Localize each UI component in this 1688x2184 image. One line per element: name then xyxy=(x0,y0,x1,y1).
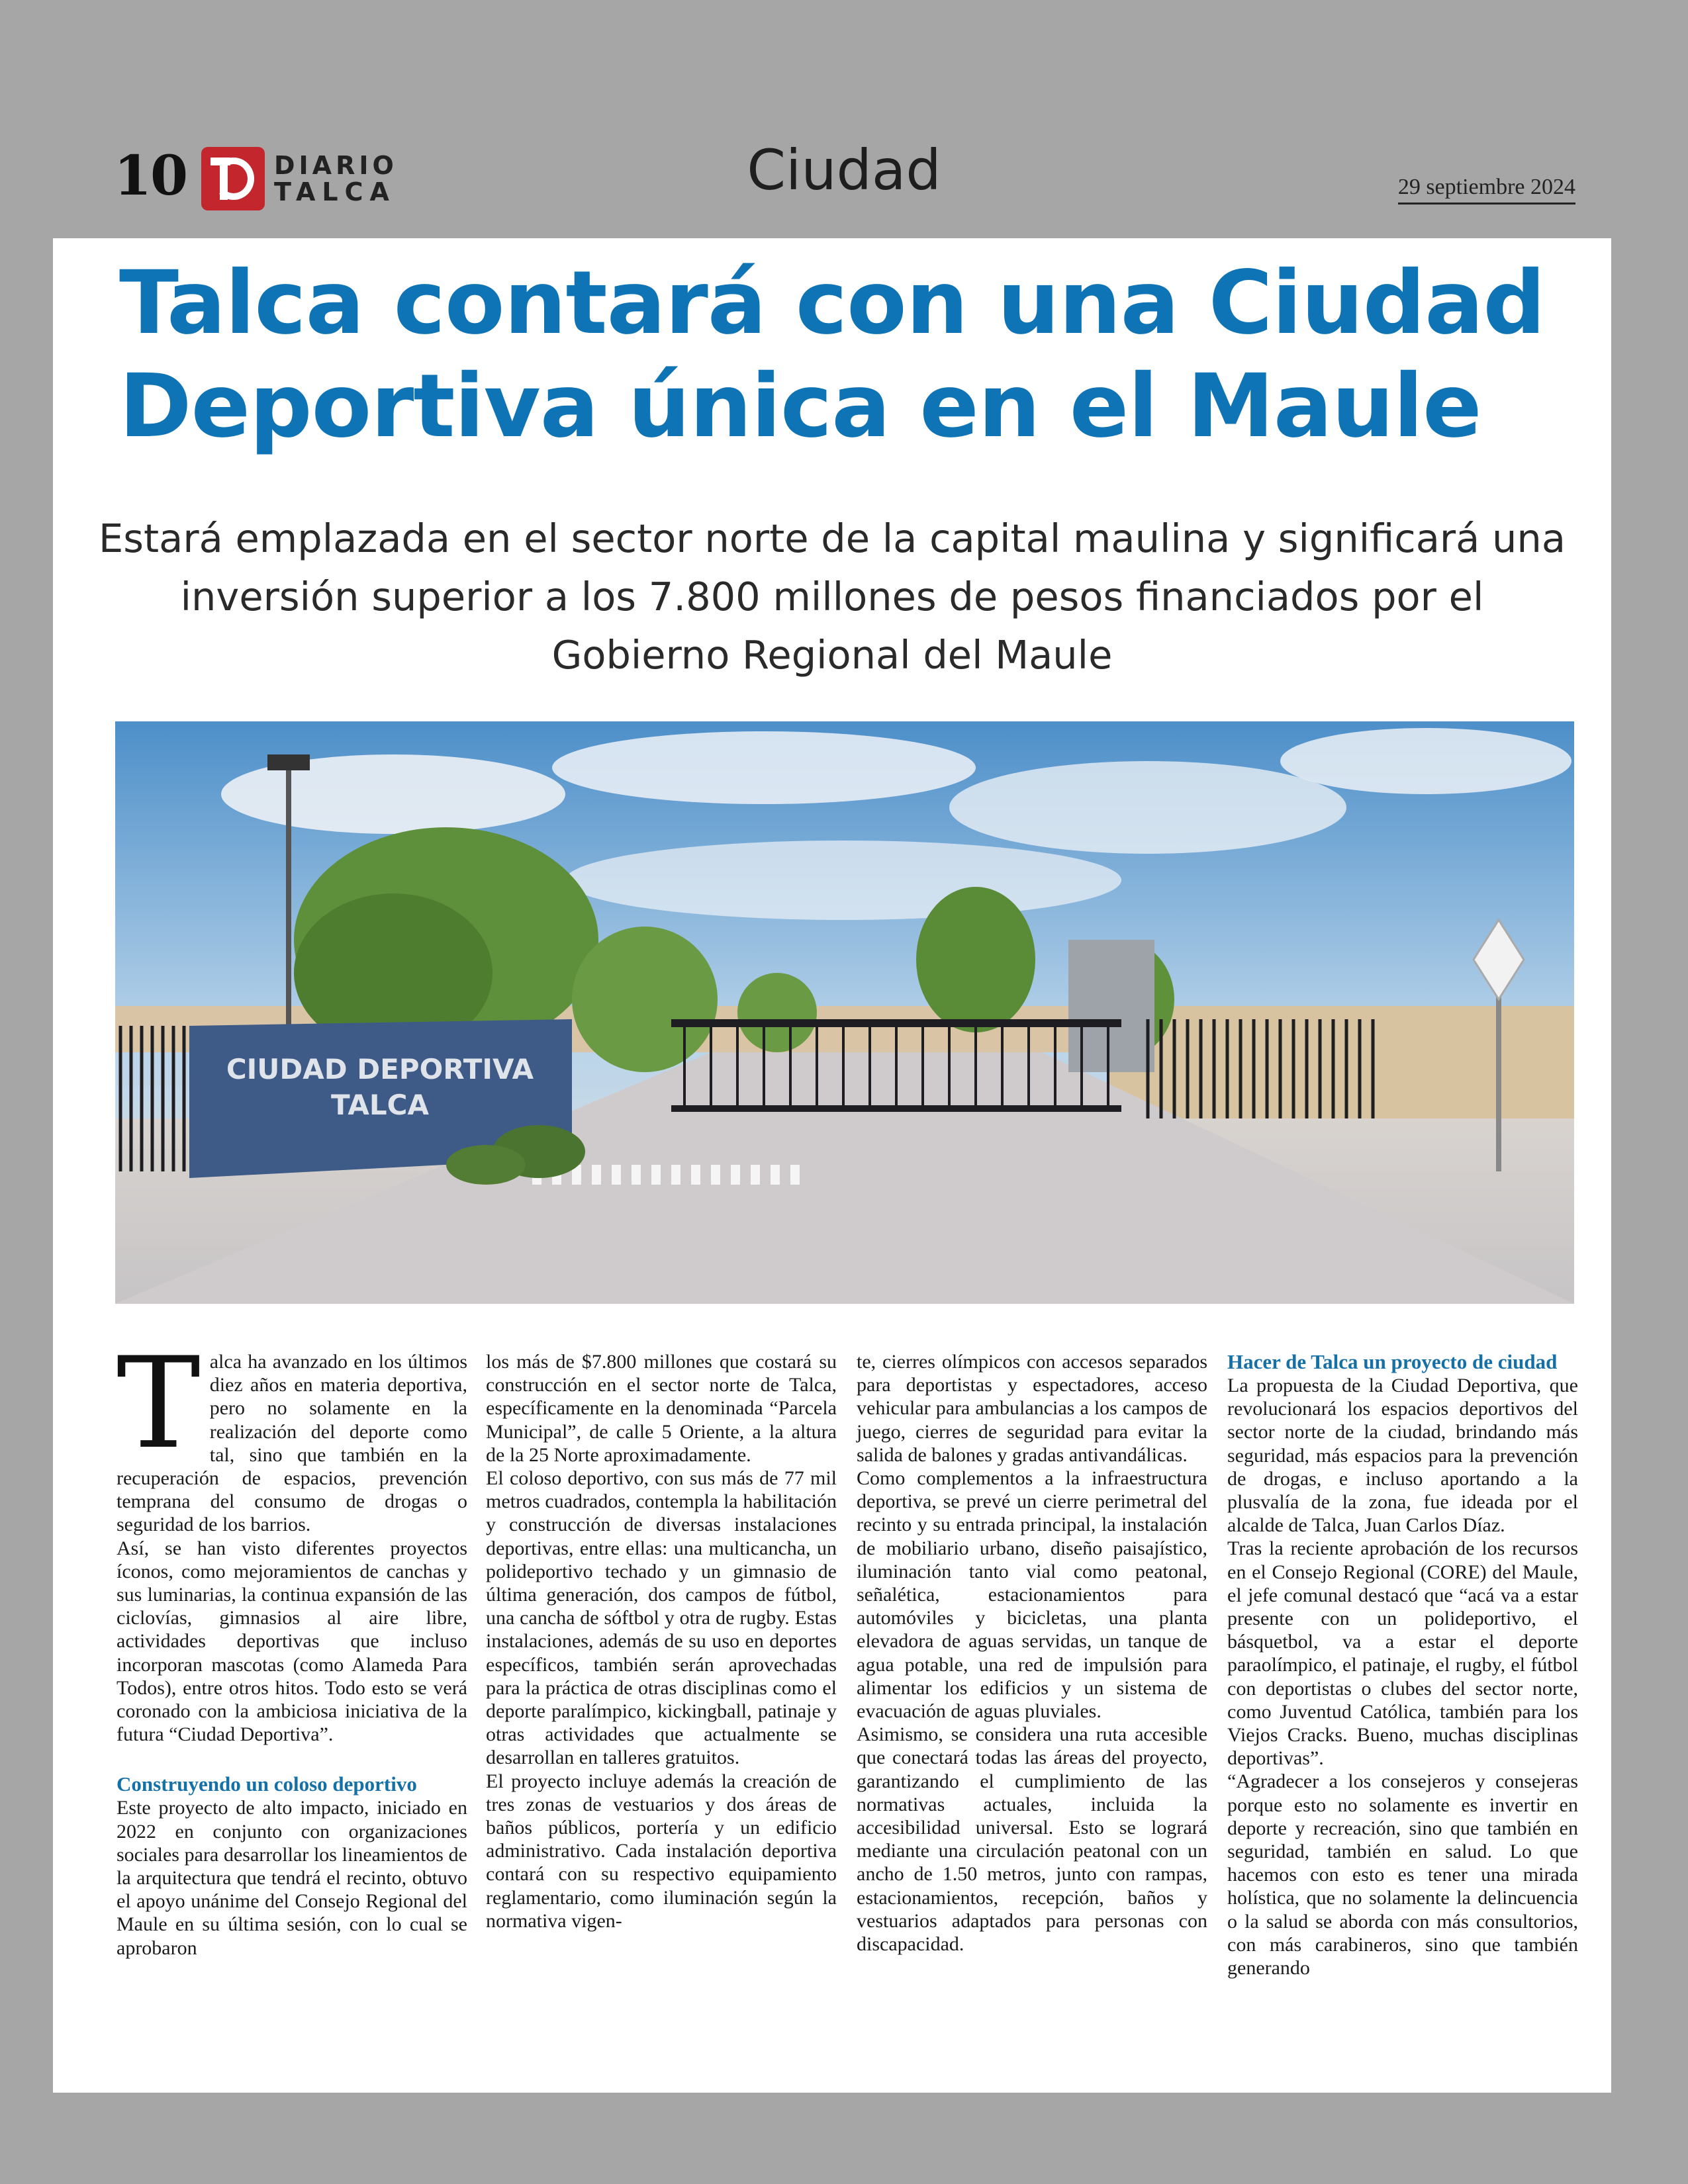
logo-line-1: DIARIO xyxy=(274,151,398,180)
paragraph: El coloso deportivo, con sus más de 77 mil metros cuadrados, contempla la habilitación y construcción de diversas instalaciones deportivas, entre ellas: una multicancha, un polideportivo techado y un gimnasio de última generación, dos campos de fútbol, una cancha de sóftbol y otra de rugby. Estas instalaciones, además de su uso en deportes específicos, también serán aprovechadas para la práctica de otras disciplinas como el deporte paralímpico, kickingball, patinaje y otras actividades que actualmente se desarrollan en talleres gratuitos. xyxy=(486,1467,837,1769)
paragraph: “Agradecer a los consejeros y consejeras porque esto no solamente es invertir en deporte y recreación, sino que también en seguridad, también en salud. Lo que hacemos con esto es tener una mirada holística, que no solamente la delincuencia o la salud se aborda con más consultorios, con más carabineros, sino que también generando xyxy=(1227,1770,1578,1979)
project-rendering-photo xyxy=(115,721,1574,1304)
article-page xyxy=(53,238,1611,2093)
page-number: 10 xyxy=(114,144,187,208)
paragraph: Así, se han visto diferentes proyectos íconos, como mejoramientos de canchas y sus luminarias, la continua expansión de las ciclovías, gimnasios al aire libre, actividades deportivas que incluso incorporan mascotas (como Alameda Para Todos), entre otros hitos. Todo esto se verá coronado con la ambiciosa iniciativa de la futura “Ciudad Deportiva”. xyxy=(117,1537,467,1746)
paragraph: La propuesta de la Ciudad Deportiva, que revolucionará los espacios deportivos del sector norte de la ciudad, brindando más seguridad, más espacios para la prevención de drogas, e incluso aportando a la plusvalía de la zona, fue ideada por el alcalde de Talca, Juan Carlos Díaz. xyxy=(1227,1375,1578,1537)
paragraph: Asimismo, se considera una ruta accesible que conectará todas las áreas del proyecto, garantizando el cumplimiento de las normativas actuales, incluida la accesibilidad universal. Esto se logrará mediante una circulación peatonal con un ancho de 1.50 metros, junto con rampas, estacionamientos, recepción, baños y vestuarios adaptados para personas con discapacidad. xyxy=(857,1723,1207,1956)
drop-cap: T xyxy=(117,1330,201,1477)
paragraph: Este proyecto de alto impacto, iniciado en 2022 en conjunto con organizaciones sociales para desarrollar los lineamientos de la arquitectura que tendrá el recinto, obtuvo el apoyo unánime del Consejo Regional del Maule en su última sesión, con lo cual se aprobaron xyxy=(117,1797,467,1959)
paragraph: El proyecto incluye además la creación de tres zonas de vestuarios y dos áreas de baños públicos, portería y un edificio administrativo. Cada instalación deportiva contará con su respectivo equipamiento reglamentario, como iluminación según la normativa vigen- xyxy=(486,1770,837,1932)
paragraph: alca ha avanzado en los últimos diez años en materia deportiva, pero no solamente en la realización del deporte como tal, sino que también en la recuperación de espacios, prevención temprana del consumo de drogas o seguridad de los barrios. xyxy=(117,1351,467,1536)
paragraph: Tras la reciente aprobación de los recursos en el Consejo Regional (CORE) del Maule, el jefe comunal destacó que “acá va a estar presente con un polideportivo, el básquetbol, va a estar el deporte paraolímpico, el patinaje, el rugby, el fútbol con deportistas o clubes del sector norte, como Juventud Católica, también para los Viejos Cracks. Bueno, muchas disciplinas deportivas”. xyxy=(1227,1537,1578,1770)
article-column-3 xyxy=(857,1350,1207,1956)
deck: Estará emplazada en el sector norte de la capital maulina y significará una inversión superior a los 7.800 millones de pesos financiados por el Gobierno Regional del Maule xyxy=(99,516,1566,678)
headline: Talca contará con una Ciudad Deportiva única en el Maule xyxy=(119,252,1545,457)
paragraph: Como complementos a la infraestructura deportiva, se prevé un cierre perimetral del recinto y su entrada principal, la instalación de mobiliario urbano, diseño paisajístico, iluminación tanto vial como peatonal, señalética, estacionamientos para automóviles y bicicletas, una planta elevadora de aguas servidas, un tanque de agua potable, una red de impulsión para alimentar los edificios y un sistema de evacuación de aguas pluviales. xyxy=(857,1467,1207,1723)
section-title: Ciudad xyxy=(747,138,941,203)
sign-line-2: TALCA xyxy=(331,1089,429,1121)
paragraph: te, cierres olímpicos con accesos separados para deportistas y espectadores, acceso vehicular para ambulancias a los campos de juego, cierres de seguridad para evitar la salida de balones y gradas antivandálicas. xyxy=(857,1351,1207,1466)
subheading-construyendo: Construyendo un coloso deportivo xyxy=(117,1772,417,1796)
publication-date: 29 septiembre 2024 xyxy=(1398,175,1575,205)
article-column-4 xyxy=(1227,1350,1578,1979)
article-column-1 xyxy=(117,1330,467,1960)
article-column-2 xyxy=(486,1350,837,1933)
sign-line-1: CIUDAD DEPORTIVA xyxy=(226,1053,534,1085)
logo-line-2: TALCA xyxy=(274,177,396,206)
subheading-hacer-de-talca: Hacer de Talca un proyecto de ciudad xyxy=(1227,1350,1558,1373)
paragraph: los más de $7.800 millones que costará su construcción en el sector norte de Talca, específicamente en la denominada “Parcela Municipal”, de calle 5 Oriente, a la altura de la 25 Norte aproximadamente. xyxy=(486,1351,837,1466)
